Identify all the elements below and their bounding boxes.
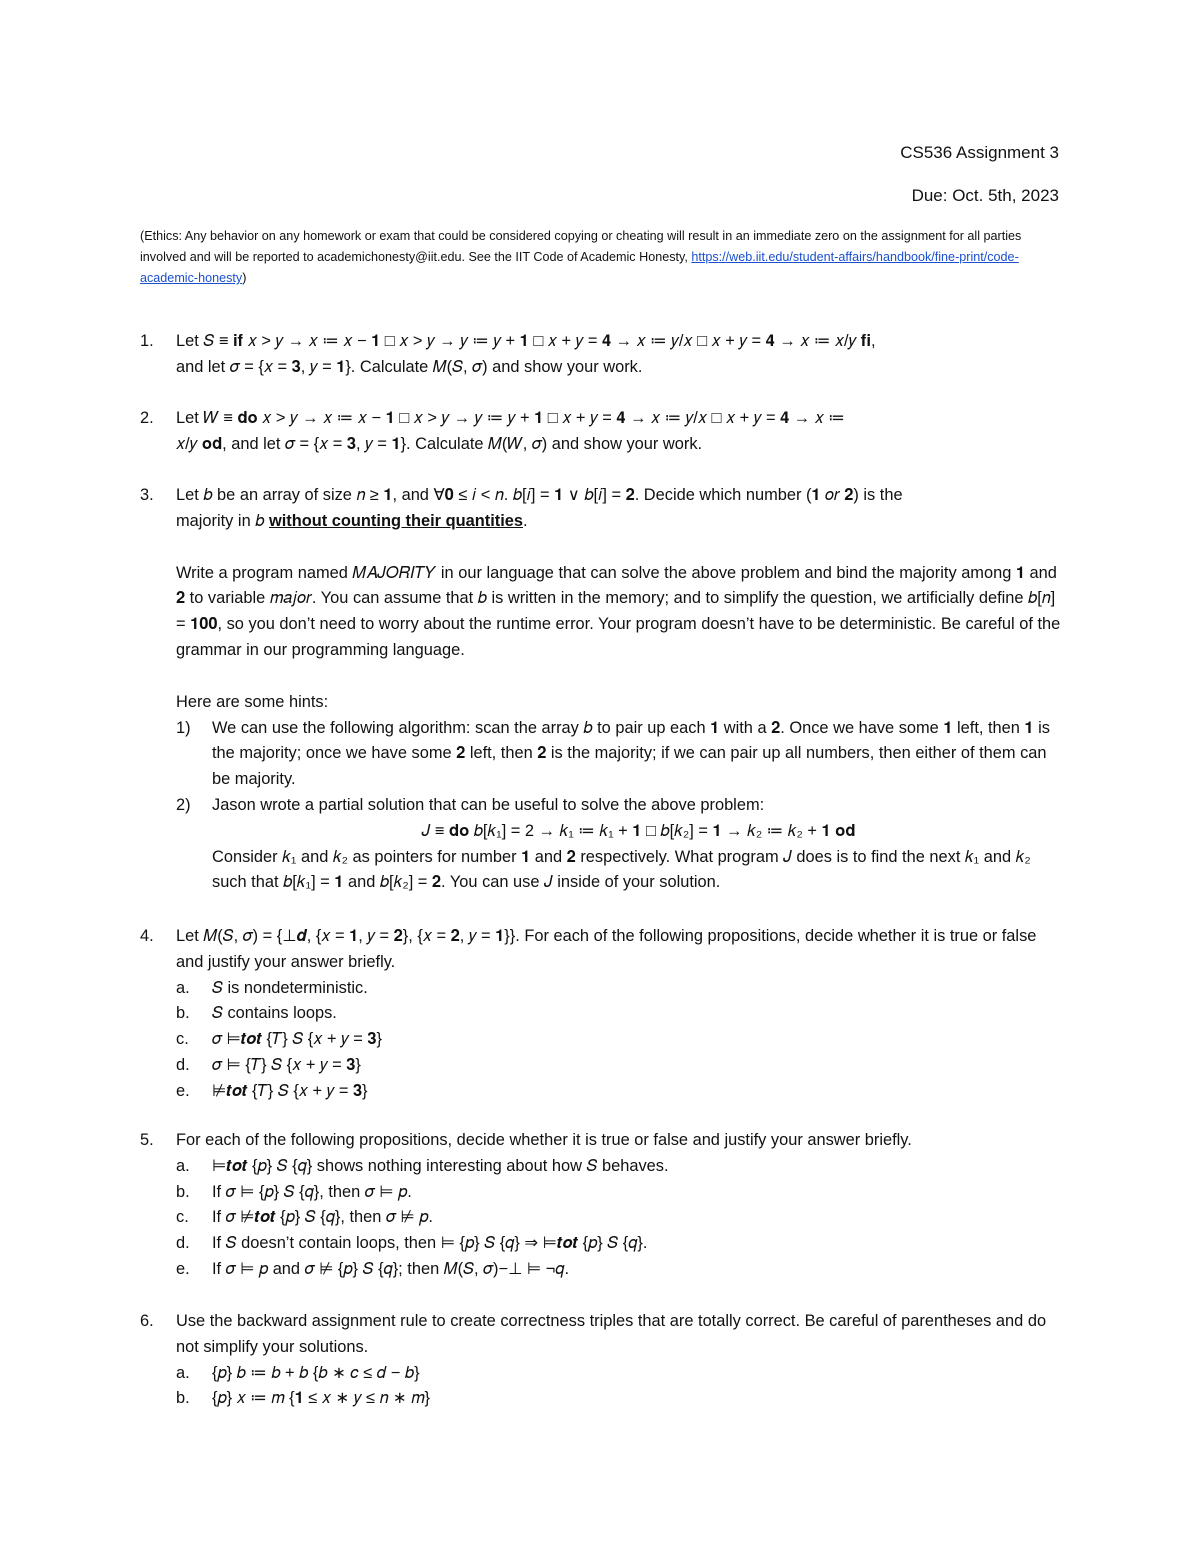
question-4-items — [176, 976, 1065, 1105]
academic-honesty-link[interactable]: https://web.iit.edu/student-affairs/handbook/fine-print/code-academic-honesty — [140, 250, 1019, 285]
question-1 — [140, 329, 1065, 381]
sub-item-label: a. — [176, 1363, 190, 1382]
sub-item-label: a. — [176, 978, 190, 997]
question-number: 3. — [140, 486, 154, 504]
question-5 — [140, 1128, 1065, 1283]
sub-item-text: 𝜎 ⊨ {𝑇} 𝑆 {𝑥 + 𝑦 = 𝟑} — [212, 1055, 361, 1074]
question-3-line-1: Let 𝑏 be an array of size 𝑛 ≥ 𝟏, and ∀𝟎 ≤ 𝑖 < 𝑛. 𝑏[𝑖] = 𝟏 ∨ 𝑏[𝑖] = 𝟐. Decide which number (𝟏 𝑜𝑟 𝟐) is the — [176, 486, 903, 504]
sub-item-text: 𝜎 ⊨𝒕𝒐𝒕 {𝑇} 𝑆 {𝑥 + 𝑦 = 𝟑} — [212, 1030, 383, 1049]
sub-item — [176, 1079, 1065, 1105]
question-number: 6. — [140, 1312, 154, 1330]
sub-item-text: 𝑆 is nondeterministic. — [212, 978, 368, 997]
sub-item-text: 𝑆 contains loops. — [212, 1004, 337, 1023]
question-2-line-1: Let 𝑊 ≡ 𝐝𝐨 𝑥 > 𝑦 → 𝑥 ≔ 𝑥 − 𝟏 □ 𝑥 > 𝑦 → 𝑦 ≔ 𝑦 + 𝟏 □ 𝑥 + 𝑦 = 𝟒 → 𝑥 ≔ 𝑦/𝑥 □ 𝑥 + 𝑦 = 𝟒 → 𝑥 ≔ — [176, 409, 845, 427]
sub-item — [176, 1053, 1065, 1079]
hint-1 — [176, 716, 1065, 793]
sub-item-label: e. — [176, 1259, 190, 1278]
question-6 — [140, 1309, 1065, 1412]
ethics-text: (Ethics: Any behavior on any homework or exam that could be considered copying or cheating will result in an immediate zero on the assignment for all parties involved and will be reported to academichonesty@iit.edu. See the IIT Code of Academic Honesty, — [140, 229, 1022, 264]
sub-item-text: If 𝜎 ⊭𝒕𝒐𝒕 {𝑝} 𝑆 {𝑞}, then 𝜎 ⊭ 𝑝. — [212, 1208, 433, 1227]
sub-item-label: b. — [176, 1004, 190, 1023]
question-4 — [140, 924, 1065, 1105]
question-2-line-2: 𝑥/𝑦 𝐨𝐝, and let 𝜎 = {𝑥 = 𝟑, 𝑦 = 𝟏}. Calculate 𝑀(𝑊, 𝜎) and show your work. — [176, 434, 703, 453]
question-5-intro: For each of the following propositions, decide whether it is true or false and justify your answer briefly. — [176, 1131, 912, 1149]
question-number: 1. — [140, 332, 154, 350]
question-6-intro: Use the backward assignment rule to create correctness triples that are totally correct. Be careful of parentheses and do not simplify your solutions. — [176, 1312, 1047, 1356]
sub-item-label: c. — [176, 1208, 189, 1227]
hint-label: 1) — [176, 718, 191, 737]
sub-item — [176, 1154, 1065, 1180]
sub-item-text: If 𝜎 ⊨ {𝑝} 𝑆 {𝑞}, then 𝜎 ⊨ 𝑝. — [212, 1182, 412, 1201]
sub-item-label: d. — [176, 1055, 190, 1074]
sub-item-text: If 𝜎 ⊨ 𝑝 and 𝜎 ⊭ {𝑝} 𝑆 {𝑞}; then 𝑀(𝑆, 𝜎)−⊥ ⊨ ¬𝑞. — [212, 1259, 570, 1278]
sub-item — [176, 1361, 1065, 1387]
sub-item-label: e. — [176, 1081, 190, 1100]
sub-item-label: d. — [176, 1234, 190, 1253]
sub-item-label: b. — [176, 1389, 190, 1408]
sub-item — [176, 1205, 1065, 1231]
sub-item-text: {𝑝} 𝑏 ≔ 𝑏 + 𝑏 {𝑏 ∗ 𝑐 ≤ 𝑑 − 𝑏} — [212, 1363, 420, 1382]
hint-text-continued: Consider 𝑘₁ and 𝑘₂ as pointers for number 𝟏 and 𝟐 respectively. What program 𝐽 does is to find the next 𝑘₁ and 𝑘₂ such that 𝑏[𝑘₁] = 𝟏 and 𝑏[𝑘₂] = 𝟐. You can use 𝐽 inside of your solution. — [212, 847, 1031, 892]
question-6-items — [176, 1361, 1065, 1413]
ethics-close: ) — [242, 271, 247, 285]
question-number: 4. — [140, 927, 154, 945]
sub-item-text: ⊭𝒕𝒐𝒕 {𝑇} 𝑆 {𝑥 + 𝑦 = 𝟑} — [212, 1081, 368, 1100]
due-date: Due: Oct. 5th, 2023 — [911, 186, 1059, 205]
question-3 — [140, 483, 1065, 896]
sub-item-text: ⊨𝒕𝒐𝒕 {𝑝} 𝑆 {𝑞} shows nothing interesting about how 𝑆 behaves. — [212, 1156, 669, 1175]
sub-item-label: b. — [176, 1182, 190, 1201]
question-4-intro: Let 𝑀(𝑆, 𝜎) = {⊥𝒅, {𝑥 = 𝟏, 𝑦 = 𝟐}, {𝑥 = 𝟐, 𝑦 = 𝟏}}. For each of the following propositions, decide whether it is true or false and justify your answer briefly. — [176, 927, 1037, 971]
question-1-line-2: and let 𝜎 = {𝑥 = 𝟑, 𝑦 = 𝟏}. Calculate 𝑀(𝑆, 𝜎) and show your work. — [176, 357, 643, 376]
jason-program-formula: 𝐽 ≡ 𝐝𝐨 𝑏[𝑘₁] = 2 → 𝑘₁ ≔ 𝑘₁ + 𝟏 □ 𝑏[𝑘₂] = 𝟏 → 𝑘₂ ≔ 𝑘₂ + 𝟏 𝐨𝐝 — [421, 821, 856, 840]
ethics-notice — [140, 226, 1060, 289]
underlined-constraint: without counting their quantities — [268, 511, 523, 530]
question-5-items — [176, 1154, 1065, 1283]
hint-text: We can use the following algorithm: scan the array 𝑏 to pair up each 𝟏 with a 𝟐. Once we have some 𝟏 left, then 𝟏 is the majority; once we have some 𝟐 left, then 𝟐 is the majority; if we can pair up all numbers, then either of them can be majority. — [212, 718, 1050, 789]
sub-item — [176, 976, 1065, 1002]
hint-label: 2) — [176, 795, 191, 814]
sub-item — [176, 1180, 1065, 1206]
sub-item-label: c. — [176, 1030, 189, 1049]
question-number: 2. — [140, 409, 154, 427]
question-2 — [140, 406, 1065, 458]
sub-item-text: If 𝑆 doesn’t contain loops, then ⊨ {𝑝} 𝑆 {𝑞} ⇒ ⊨𝒕𝒐𝒕 {𝑝} 𝑆 {𝑞}. — [212, 1234, 648, 1253]
sub-item — [176, 1001, 1065, 1027]
sub-item — [176, 1386, 1065, 1412]
sub-item — [176, 1231, 1065, 1257]
assignment-title: CS536 Assignment 3 — [900, 143, 1059, 162]
sub-item — [176, 1257, 1065, 1283]
question-number: 5. — [140, 1131, 154, 1149]
hints-intro: Here are some hints: — [176, 692, 329, 711]
sub-item-text: {𝑝} 𝑥 ≔ 𝑚 {𝟏 ≤ 𝑥 ∗ 𝑦 ≤ 𝑛 ∗ 𝑚} — [212, 1389, 431, 1408]
sub-item-label: a. — [176, 1156, 190, 1175]
question-1-line-1: Let 𝑆 ≡ 𝐢𝐟 𝑥 > 𝑦 → 𝑥 ≔ 𝑥 − 𝟏 □ 𝑥 > 𝑦 → 𝑦 ≔ 𝑦 + 𝟏 □ 𝑥 + 𝑦 = 𝟒 → 𝑥 ≔ 𝑦/𝑥 □ 𝑥 + 𝑦 = 𝟒 → 𝑥 ≔ 𝑥/𝑦 𝐟𝐢, — [176, 332, 876, 350]
hint-2 — [176, 793, 1065, 896]
question-3-paragraph: Write a program named 𝑀𝐴𝐽𝑂𝑅𝐼𝑇𝑌 in our language that can solve the above problem and bind the majority among 𝟏 and 𝟐 to variable 𝑚𝑎𝑗𝑜𝑟. You can assume that 𝑏 is written in the memory; and to simplify the question, we artificially define 𝑏[𝑛] = 𝟏𝟎𝟎, so you don’t need to worry about the runtime error. Your program doesn’t have to be deterministic. Be careful of the grammar in our programming language. — [176, 563, 1061, 659]
question-3-line-2-pre: majority in 𝑏 — [176, 511, 269, 530]
question-3-line-2 — [176, 509, 1065, 535]
hint-text: Jason wrote a partial solution that can be useful to solve the above problem: — [212, 795, 765, 814]
question-3-line-2-post: . — [523, 511, 528, 530]
sub-item — [176, 1027, 1065, 1053]
